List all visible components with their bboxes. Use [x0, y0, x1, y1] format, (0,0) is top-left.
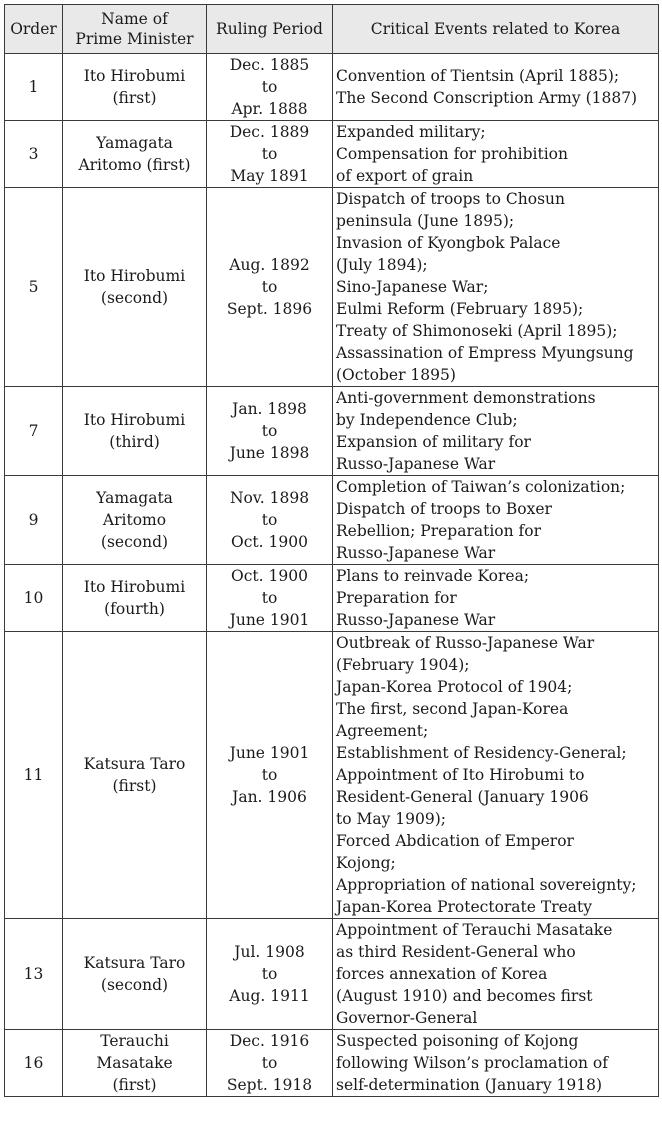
cell-critical-events-line: Convention of Tientsin (April 1885); — [336, 67, 620, 85]
cell-prime-minister-line: (first) — [112, 89, 157, 107]
cell-critical-events — [333, 188, 659, 387]
table-header — [5, 5, 659, 54]
table-row — [5, 54, 659, 121]
cell-critical-events-line: (October 1895) — [336, 366, 456, 384]
cell-ruling-period-line: Sept. 1896 — [226, 300, 313, 318]
cell-prime-minister-line: Yamagata — [96, 489, 173, 507]
cell-ruling-period-line: to — [261, 1054, 278, 1072]
cell-critical-events-line: Completion of Taiwan’s colonization; — [336, 478, 626, 496]
cell-order: 1 — [5, 54, 63, 121]
table-row — [5, 565, 659, 632]
header-name-line: Prime Minister — [75, 30, 194, 48]
cell-critical-events-line: Dispatch of troops to Boxer — [336, 500, 552, 518]
cell-critical-events-line: Outbreak of Russo-Japanese War — [336, 634, 595, 652]
cell-prime-minister-line: (first) — [112, 777, 157, 795]
cell-ruling-period-line: Oct. 1900 — [231, 567, 308, 585]
cell-prime-minister-line: Ito Hirobumi — [83, 411, 186, 429]
cell-prime-minister — [63, 565, 207, 632]
cell-order: 13 — [5, 919, 63, 1030]
cell-critical-events-line: as third Resident-General who — [336, 943, 576, 961]
cell-order: 5 — [5, 188, 63, 387]
header-row — [5, 5, 659, 54]
cell-critical-events-line: (February 1904); — [336, 656, 470, 674]
cell-prime-minister-line: Ito Hirobumi — [83, 267, 186, 285]
cell-ruling-period-line: to — [261, 511, 278, 529]
cell-prime-minister — [63, 1030, 207, 1097]
header-name — [63, 5, 207, 54]
cell-critical-events-line: self-determination (January 1918) — [336, 1076, 603, 1094]
header-order: Order — [5, 5, 63, 54]
table-row — [5, 387, 659, 476]
cell-prime-minister-line: Aritomo — [102, 511, 167, 529]
cell-ruling-period — [207, 632, 333, 919]
cell-critical-events-line: peninsula (June 1895); — [336, 212, 515, 230]
cell-critical-events-line: Russo-Japanese War — [336, 455, 496, 473]
cell-prime-minister-line: (third) — [109, 433, 160, 451]
cell-ruling-period — [207, 919, 333, 1030]
cell-critical-events — [333, 1030, 659, 1097]
cell-critical-events-line: by Independence Club; — [336, 411, 518, 429]
cell-critical-events-line: The first, second Japan-Korea — [336, 700, 569, 718]
cell-critical-events-line: Resident-General (January 1906 — [336, 788, 589, 806]
cell-order: 16 — [5, 1030, 63, 1097]
cell-prime-minister-line: Katsura Taro — [83, 954, 186, 972]
header-period: Ruling Period — [207, 5, 333, 54]
cell-critical-events — [333, 121, 659, 188]
cell-ruling-period-line: Sept. 1918 — [226, 1076, 313, 1094]
cell-ruling-period-line: Apr. 1888 — [231, 100, 308, 118]
cell-ruling-period — [207, 1030, 333, 1097]
cell-critical-events — [333, 476, 659, 565]
cell-prime-minister — [63, 476, 207, 565]
cell-critical-events-line: Anti-government demonstrations — [336, 389, 596, 407]
cell-prime-minister — [63, 919, 207, 1030]
cell-prime-minister-line: Ito Hirobumi — [83, 578, 186, 596]
cell-critical-events-line: Plans to reinvade Korea; — [336, 567, 530, 585]
cell-prime-minister-line: (first) — [112, 1076, 157, 1094]
table-row — [5, 476, 659, 565]
cell-critical-events-line: Rebellion; Preparation for — [336, 522, 542, 540]
cell-critical-events-line: following Wilson’s proclamation of — [336, 1054, 608, 1072]
cell-order: 9 — [5, 476, 63, 565]
cell-critical-events — [333, 565, 659, 632]
cell-order: 11 — [5, 632, 63, 919]
cell-ruling-period-line: Jul. 1908 — [234, 943, 305, 961]
cell-critical-events-line: to May 1909); — [336, 810, 446, 828]
cell-critical-events-line: Sino-Japanese War; — [336, 278, 489, 296]
table-row — [5, 919, 659, 1030]
cell-critical-events — [333, 919, 659, 1030]
table-row — [5, 1030, 659, 1097]
cell-prime-minister-line: (second) — [100, 289, 169, 307]
cell-critical-events-line: Appropriation of national sovereignty; — [336, 876, 637, 894]
cell-ruling-period — [207, 54, 333, 121]
cell-critical-events-line: Russo-Japanese War — [336, 544, 496, 562]
cell-ruling-period-line: to — [261, 766, 278, 784]
cell-critical-events-line: Assassination of Empress Myungsung — [336, 344, 634, 362]
cell-critical-events-line: Preparation for — [336, 589, 457, 607]
cell-critical-events-line: (August 1910) and becomes first — [336, 987, 593, 1005]
cell-ruling-period-line: Aug. 1892 — [229, 256, 310, 274]
cell-ruling-period-line: Jan. 1906 — [232, 788, 307, 806]
cell-critical-events-line: Agreement; — [336, 722, 429, 740]
cell-critical-events-line: Kojong; — [336, 854, 396, 872]
cell-critical-events — [333, 387, 659, 476]
cell-prime-minister — [63, 188, 207, 387]
cell-prime-minister — [63, 632, 207, 919]
cell-ruling-period-line: June 1901 — [229, 744, 310, 762]
cell-critical-events-line: (July 1894); — [336, 256, 428, 274]
table-row — [5, 121, 659, 188]
cell-ruling-period-line: Oct. 1900 — [231, 533, 308, 551]
cell-critical-events-line: Dispatch of troops to Chosun — [336, 190, 566, 208]
cell-prime-minister-line: Aritomo (first) — [78, 156, 191, 174]
cell-ruling-period-line: to — [261, 78, 278, 96]
cell-prime-minister-line: (fourth) — [104, 600, 165, 618]
cell-ruling-period-line: to — [261, 278, 278, 296]
cell-prime-minister — [63, 121, 207, 188]
cell-critical-events-line: Governor-General — [336, 1009, 478, 1027]
cell-prime-minister — [63, 54, 207, 121]
cell-ruling-period — [207, 387, 333, 476]
cell-critical-events-line: Suspected poisoning of Kojong — [336, 1032, 579, 1050]
cell-critical-events-line: Invasion of Kyongbok Palace — [336, 234, 561, 252]
header-name-line: Name of — [101, 10, 168, 28]
cell-prime-minister-line: Katsura Taro — [83, 755, 186, 773]
cell-ruling-period-line: Dec. 1916 — [229, 1032, 310, 1050]
cell-prime-minister-line: Ito Hirobumi — [83, 67, 186, 85]
cell-prime-minister-line: (second) — [100, 976, 169, 994]
cell-ruling-period — [207, 121, 333, 188]
cell-critical-events-line: Establishment of Residency-General; — [336, 744, 627, 762]
cell-prime-minister — [63, 387, 207, 476]
cell-order: 10 — [5, 565, 63, 632]
cell-critical-events — [333, 54, 659, 121]
cell-ruling-period-line: Nov. 1898 — [229, 489, 310, 507]
table-body — [5, 54, 659, 1097]
cell-ruling-period-line: Jan. 1898 — [232, 400, 307, 418]
cell-critical-events-line: Appointment of Terauchi Masatake — [336, 921, 613, 939]
cell-ruling-period — [207, 188, 333, 387]
cell-ruling-period-line: to — [261, 422, 278, 440]
cell-critical-events-line: Russo-Japanese War — [336, 611, 496, 629]
cell-ruling-period — [207, 476, 333, 565]
cell-prime-minister-line: Yamagata — [96, 134, 173, 152]
cell-ruling-period — [207, 565, 333, 632]
cell-ruling-period-line: June 1901 — [229, 611, 310, 629]
cell-critical-events-line: The Second Conscription Army (1887) — [336, 89, 638, 107]
cell-ruling-period-line: to — [261, 145, 278, 163]
cell-critical-events-line: Appointment of Ito Hirobumi to — [336, 766, 585, 784]
cell-order: 3 — [5, 121, 63, 188]
cell-critical-events-line: Japan-Korea Protocol of 1904; — [336, 678, 573, 696]
cell-critical-events-line: Expansion of military for — [336, 433, 531, 451]
prime-minister-table — [4, 4, 659, 1097]
cell-order: 7 — [5, 387, 63, 476]
cell-ruling-period-line: Dec. 1885 — [229, 56, 310, 74]
cell-ruling-period-line: Aug. 1911 — [229, 987, 310, 1005]
cell-ruling-period-line: June 1898 — [229, 444, 310, 462]
cell-prime-minister-line: Masatake — [96, 1054, 173, 1072]
cell-ruling-period-line: Dec. 1889 — [229, 123, 310, 141]
cell-ruling-period-line: to — [261, 589, 278, 607]
table-row — [5, 188, 659, 387]
cell-critical-events-line: Eulmi Reform (February 1895); — [336, 300, 584, 318]
cell-critical-events-line: Treaty of Shimonoseki (April 1895); — [336, 322, 618, 340]
cell-critical-events — [333, 632, 659, 919]
cell-critical-events-line: Expanded military; — [336, 123, 486, 141]
cell-critical-events-line: Forced Abdication of Emperor — [336, 832, 574, 850]
cell-ruling-period-line: May 1891 — [230, 167, 309, 185]
cell-ruling-period-line: to — [261, 965, 278, 983]
cell-prime-minister-line: Terauchi — [100, 1032, 169, 1050]
cell-prime-minister-line: (second) — [100, 533, 169, 551]
cell-critical-events-line: Japan-Korea Protectorate Treaty — [336, 898, 593, 916]
cell-critical-events-line: Compensation for prohibition — [336, 145, 568, 163]
table-row — [5, 632, 659, 919]
cell-critical-events-line: forces annexation of Korea — [336, 965, 548, 983]
header-events: Critical Events related to Korea — [333, 5, 659, 54]
cell-critical-events-line: of export of grain — [336, 167, 474, 185]
